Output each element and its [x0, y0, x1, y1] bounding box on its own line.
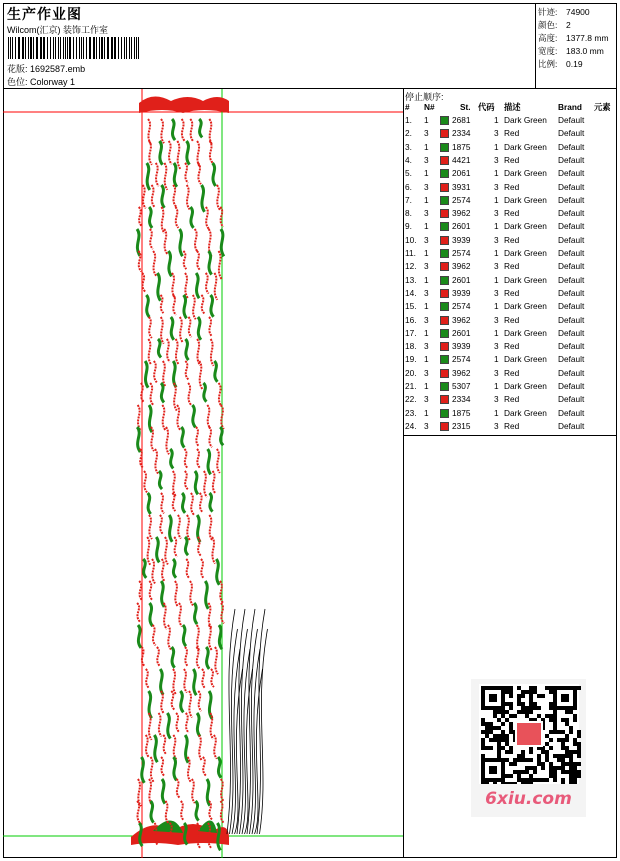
table-row: [405, 194, 617, 207]
company-name: Wilcom(汇京) 装饰工作室: [7, 25, 108, 35]
color-swatch: [440, 276, 449, 285]
cell-st: 3962: [452, 367, 471, 378]
color-swatch: [440, 369, 449, 378]
cell-code: 1: [494, 168, 499, 179]
cell-code: 1: [494, 301, 499, 312]
cell-n: 1: [424, 221, 429, 232]
color-swatch: [440, 316, 449, 325]
table-row: [405, 234, 617, 247]
color-swatch: [440, 409, 449, 418]
colorway-line: [7, 75, 75, 88]
cell-idx: 2.: [405, 128, 412, 139]
cell-desc: Red: [504, 314, 520, 325]
cell-n: 1: [424, 115, 429, 125]
cell-st: 2601: [452, 327, 471, 338]
color-swatch: [440, 196, 449, 205]
cell-brand: Default: [558, 381, 585, 391]
cell-brand: Default: [558, 248, 585, 258]
cell-n: 1: [424, 407, 429, 418]
cell-st: 2574: [452, 354, 471, 365]
cell-code: 1: [494, 141, 499, 152]
cell-st: 2574: [452, 248, 471, 258]
cell-desc: Dark Green: [504, 115, 547, 125]
table-row: [405, 207, 617, 220]
design-file-line: [7, 62, 85, 75]
cell-code: 3: [494, 314, 499, 325]
table-row: [405, 220, 617, 233]
cell-code: 3: [494, 420, 499, 431]
cell-idx: 5.: [405, 168, 412, 179]
cell-brand: Default: [558, 168, 585, 179]
table-row: [405, 274, 617, 287]
cell-st: 2574: [452, 301, 471, 312]
color-swatch: [440, 209, 449, 218]
cell-idx: 3.: [405, 141, 412, 152]
cell-code: 1: [494, 274, 499, 285]
page-title: 生产作业图: [7, 6, 82, 22]
cell-idx: 21.: [405, 381, 417, 391]
cell-desc: Dark Green: [504, 301, 547, 312]
cell-st: 2574: [452, 194, 471, 205]
table-row: [405, 367, 617, 380]
cell-n: 3: [424, 234, 429, 245]
cell-brand: Default: [558, 394, 585, 405]
color-swatch: [440, 302, 449, 311]
cell-code: 3: [494, 287, 499, 298]
cell-desc: Dark Green: [504, 221, 547, 232]
cell-code: 3: [494, 181, 499, 192]
cell-st: 3962: [452, 208, 471, 219]
color-swatch: [440, 422, 449, 431]
cell-st: 2334: [452, 128, 471, 139]
cell-code: 1: [494, 407, 499, 418]
cell-desc: Red: [504, 341, 520, 352]
cell-brand: Default: [558, 154, 585, 165]
cell-code: 1: [494, 248, 499, 258]
cell-n: 1: [424, 194, 429, 205]
color-swatch: [440, 342, 449, 351]
color-swatch: [440, 236, 449, 245]
cell-idx: 17.: [405, 327, 417, 338]
cell-code: 3: [494, 367, 499, 378]
cell-idx: 23.: [405, 407, 417, 418]
cell-brand: Default: [558, 128, 585, 139]
cell-idx: 6.: [405, 181, 412, 192]
color-swatch: [440, 249, 449, 258]
cell-n: 1: [424, 274, 429, 285]
cell-idx: 15.: [405, 301, 417, 312]
cell-brand: Default: [558, 194, 585, 205]
cell-brand: Default: [558, 327, 585, 338]
color-swatch: [440, 156, 449, 165]
cell-idx: 20.: [405, 367, 417, 378]
stat-width: 宽度: 183.0 mm: [538, 46, 604, 56]
cell-idx: 7.: [405, 194, 412, 205]
cell-st: 3939: [452, 341, 471, 352]
cell-brand: Default: [558, 287, 585, 298]
cell-idx: 14.: [405, 287, 417, 298]
table-row: [405, 314, 617, 327]
table-row: [405, 247, 617, 260]
cell-n: 1: [424, 141, 429, 152]
qr-code: [471, 679, 586, 784]
colorway-label: 色位:: [7, 77, 28, 87]
table-row: [405, 380, 617, 393]
cell-st: 1875: [452, 407, 471, 418]
cell-brand: Default: [558, 301, 585, 312]
cell-st: 3962: [452, 261, 471, 272]
cell-idx: 24.: [405, 420, 417, 431]
cell-brand: Default: [558, 221, 585, 232]
cell-st: 2681: [452, 115, 471, 125]
color-swatch: [440, 329, 449, 338]
cell-desc: Dark Green: [504, 274, 547, 285]
cell-st: 4421: [452, 154, 471, 165]
cell-n: 3: [424, 287, 429, 298]
cell-st: 3931: [452, 181, 471, 192]
cell-code: 3: [494, 128, 499, 139]
cell-n: 3: [424, 154, 429, 165]
table-row: [405, 127, 617, 140]
cell-st: 1875: [452, 141, 471, 152]
cell-idx: 13.: [405, 274, 417, 285]
cell-idx: 16.: [405, 314, 417, 325]
cell-st: 2601: [452, 274, 471, 285]
cell-code: 1: [494, 115, 499, 125]
color-swatch: [440, 289, 449, 298]
cell-n: 3: [424, 341, 429, 352]
cell-brand: Default: [558, 274, 585, 285]
table-row: [405, 154, 617, 167]
cell-idx: 11.: [405, 248, 416, 258]
cell-n: 3: [424, 420, 429, 431]
cell-brand: Default: [558, 181, 585, 192]
cell-st: 5307: [452, 381, 471, 391]
cell-desc: Red: [504, 394, 520, 405]
cell-desc: Dark Green: [504, 141, 547, 152]
cell-desc: Red: [504, 287, 520, 298]
table-row: [405, 393, 617, 406]
design-file-value: 1692587.emb: [30, 64, 86, 74]
cell-st: 2315: [452, 420, 471, 431]
stat-stitches: 针迹: 74900: [538, 7, 590, 17]
cell-desc: Red: [504, 420, 520, 431]
cell-idx: 8.: [405, 208, 412, 219]
table-row: [405, 407, 617, 420]
cell-code: 3: [494, 394, 499, 405]
cell-desc: Red: [504, 208, 520, 219]
cell-brand: Default: [558, 367, 585, 378]
cell-n: 3: [424, 261, 429, 272]
cell-brand: Default: [558, 261, 585, 272]
table-row: [405, 141, 617, 154]
cell-desc: Dark Green: [504, 168, 547, 179]
cell-st: 2061: [452, 168, 471, 179]
stat-colors: 颜色: 2: [538, 20, 571, 30]
cell-idx: 12.: [405, 261, 417, 272]
cell-desc: Dark Green: [504, 407, 547, 418]
cell-idx: 4.: [405, 154, 412, 165]
cell-n: 3: [424, 367, 429, 378]
table-divider: [404, 435, 617, 436]
table-header: # N# St. 代码 描述 Brand 元素: [405, 102, 611, 112]
cell-desc: Red: [504, 234, 520, 245]
cell-code: 3: [494, 261, 499, 272]
cell-n: 3: [424, 314, 429, 325]
cell-idx: 19.: [405, 354, 417, 365]
table-row: [405, 167, 617, 180]
cell-n: 3: [424, 128, 429, 139]
cell-n: 1: [424, 381, 429, 391]
cell-st: 2601: [452, 221, 471, 232]
table-row: [405, 340, 617, 353]
design-preview-panel: [3, 89, 404, 858]
color-swatch: [440, 382, 449, 391]
barcode: [8, 37, 140, 59]
cell-code: 1: [494, 354, 499, 365]
cell-desc: Dark Green: [504, 194, 547, 205]
cell-idx: 1.: [405, 115, 412, 125]
cell-code: 1: [494, 381, 499, 391]
table-row: [405, 420, 617, 433]
stat-height: 高度: 1377.8 mm: [538, 33, 609, 43]
cell-brand: Default: [558, 341, 585, 352]
cell-code: 3: [494, 341, 499, 352]
cell-brand: Default: [558, 115, 585, 125]
cell-desc: Red: [504, 128, 520, 139]
cell-n: 3: [424, 394, 429, 405]
color-swatch: [440, 183, 449, 192]
color-swatch: [440, 355, 449, 364]
cell-desc: Red: [504, 181, 520, 192]
stop-sequence-title: 停止顺序:: [405, 92, 444, 102]
table-row: [405, 300, 617, 313]
cell-desc: Red: [504, 367, 520, 378]
cell-brand: Default: [558, 407, 585, 418]
table-row: [405, 181, 617, 194]
table-row: [405, 260, 617, 273]
table-row: [405, 287, 617, 300]
header-divider: [535, 3, 536, 89]
cell-code: 1: [494, 194, 499, 205]
color-swatch: [440, 262, 449, 271]
embroidery-design: [3, 89, 403, 858]
cell-brand: Default: [558, 141, 585, 152]
color-swatch: [440, 116, 449, 125]
design-file-label: 花版:: [7, 64, 28, 74]
cell-code: 3: [494, 234, 499, 245]
cell-st: 3962: [452, 314, 471, 325]
watermark: 6xiu.com: [485, 789, 572, 809]
color-swatch: [440, 129, 449, 138]
cell-desc: Red: [504, 261, 520, 272]
cell-st: 2334: [452, 394, 471, 405]
cell-code: 1: [494, 221, 499, 232]
cell-brand: Default: [558, 420, 585, 431]
cell-brand: Default: [558, 354, 585, 365]
cell-desc: Red: [504, 154, 520, 165]
cell-n: 1: [424, 168, 429, 179]
cell-n: 1: [424, 248, 429, 258]
cell-st: 3939: [452, 287, 471, 298]
cell-code: 3: [494, 208, 499, 219]
cell-brand: Default: [558, 208, 585, 219]
table-row: [405, 327, 617, 340]
cell-idx: 10.: [405, 234, 417, 245]
cell-code: 1: [494, 327, 499, 338]
cell-st: 3939: [452, 234, 471, 245]
cell-desc: Dark Green: [504, 248, 547, 258]
cell-idx: 9.: [405, 221, 412, 232]
color-swatch: [440, 143, 449, 152]
color-swatch: [440, 222, 449, 231]
cell-desc: Dark Green: [504, 327, 547, 338]
cell-n: 1: [424, 354, 429, 365]
stat-scale: 比例: 0.19: [538, 59, 583, 69]
color-swatch: [440, 169, 449, 178]
cell-desc: Dark Green: [504, 354, 547, 365]
cell-brand: Default: [558, 314, 585, 325]
color-swatch: [440, 395, 449, 404]
cell-n: 1: [424, 327, 429, 338]
cell-n: 3: [424, 208, 429, 219]
cell-n: 1: [424, 301, 429, 312]
cell-code: 3: [494, 154, 499, 165]
colorway-value: Colorway 1: [30, 77, 76, 87]
table-row: [405, 353, 617, 366]
cell-desc: Dark Green: [504, 381, 547, 391]
cell-idx: 18.: [405, 341, 417, 352]
cell-idx: 22.: [405, 394, 417, 405]
table-row: [405, 114, 617, 127]
cell-brand: Default: [558, 234, 585, 245]
cell-n: 3: [424, 181, 429, 192]
